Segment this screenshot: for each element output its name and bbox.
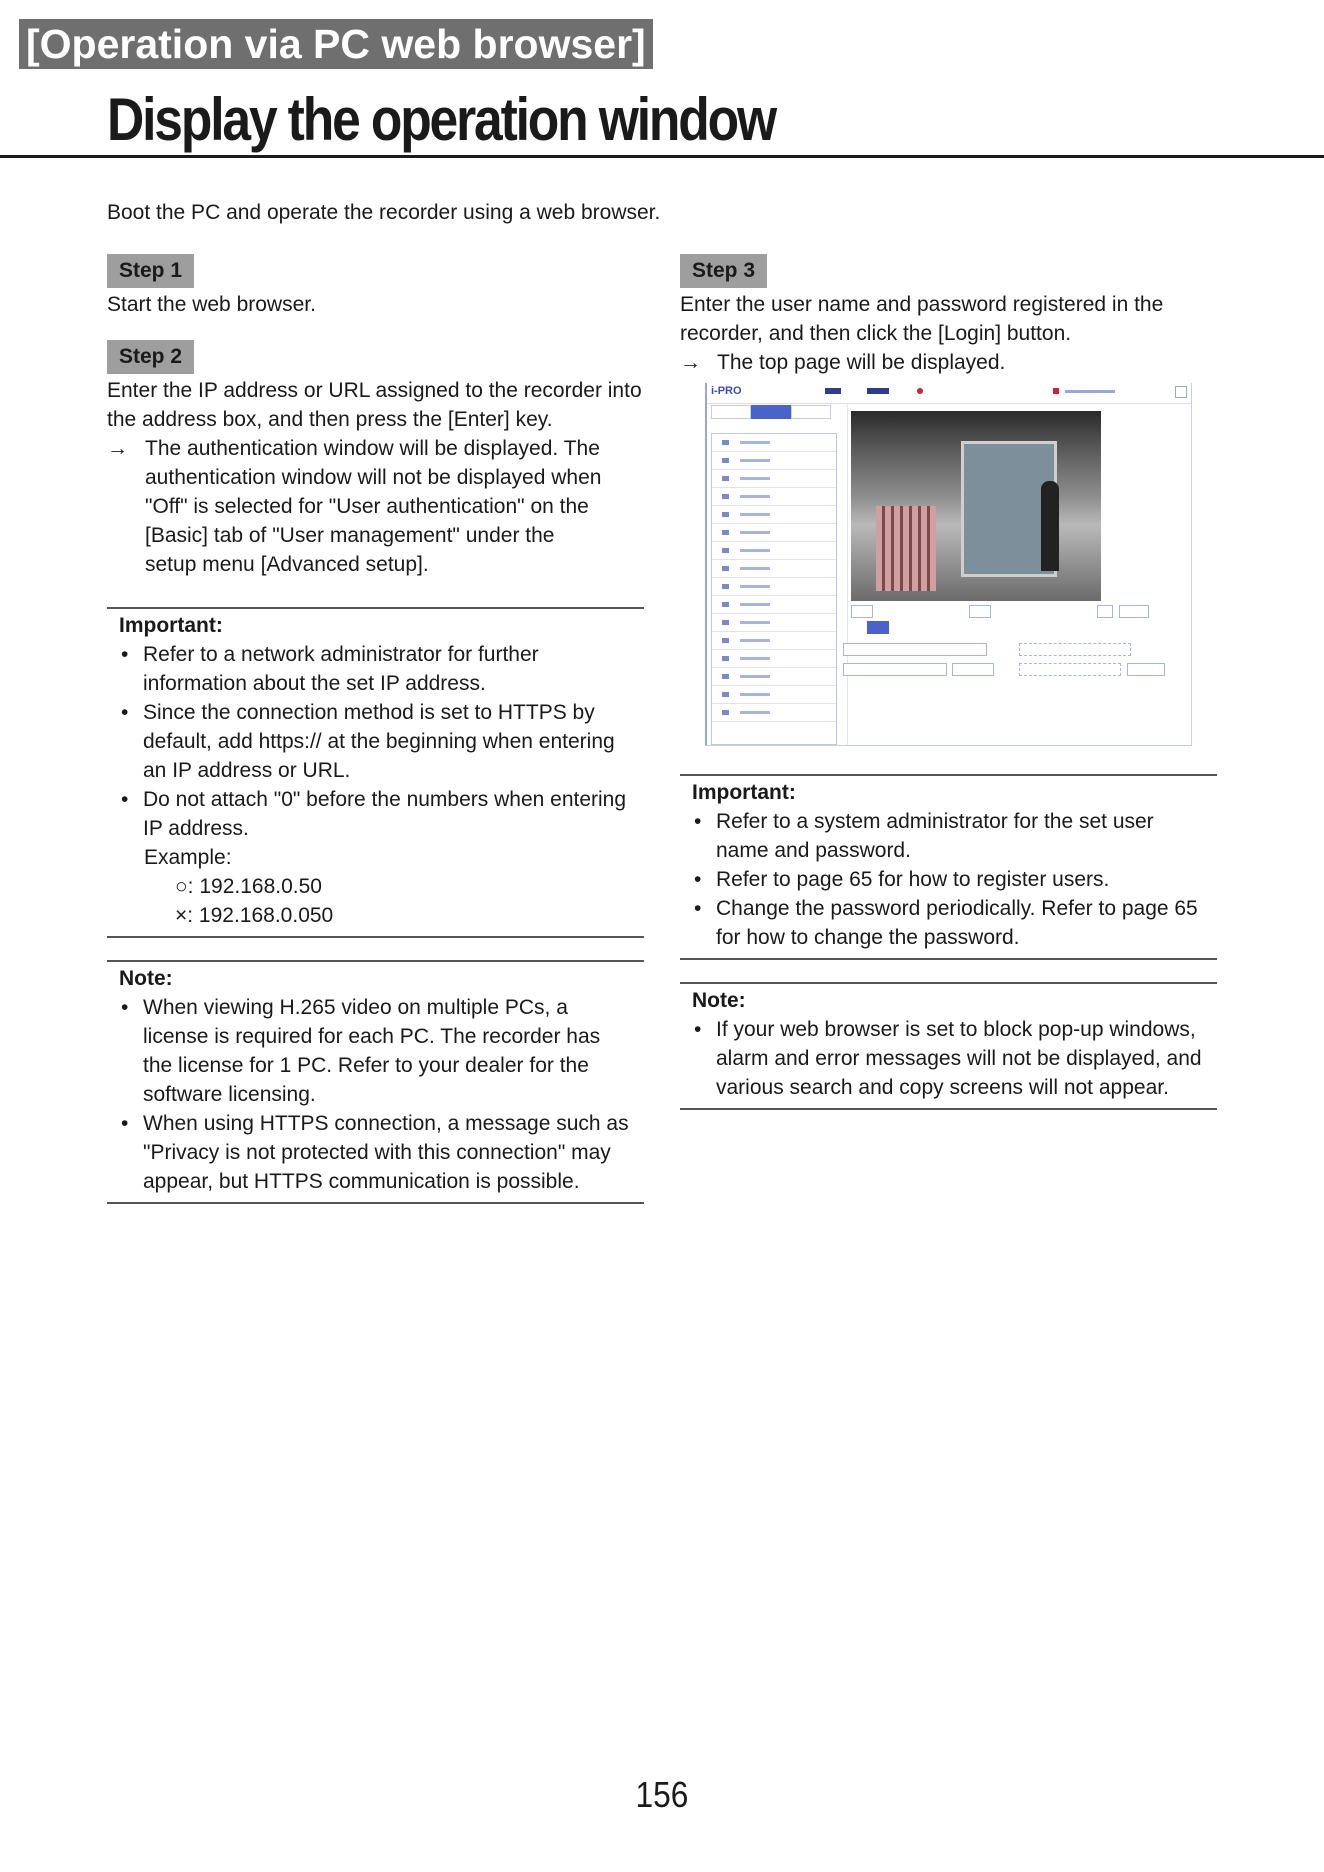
camera-row: [712, 632, 836, 650]
important-box-right: [680, 774, 1217, 960]
camera-icon: [722, 674, 729, 679]
section-tag: [Operation via PC web browser]: [19, 19, 653, 69]
alarm-icon: [1053, 388, 1059, 394]
camera-row: [712, 650, 836, 668]
step1-text: Start the web browser.: [107, 293, 316, 316]
list-item: [119, 698, 632, 785]
hdd-control: [867, 621, 889, 634]
camera-name-bar: [740, 567, 770, 570]
camera-name-bar: [740, 603, 770, 606]
list-item-text: Refer to page 65 for how to register users.: [716, 868, 1110, 891]
badge-icon: [867, 388, 889, 394]
date-search-control: [1019, 643, 1131, 656]
list-item: [119, 1109, 632, 1196]
download-control: [1097, 605, 1113, 618]
search-control: [1127, 663, 1165, 676]
camera-name-bar: [740, 477, 770, 480]
tab-icon: [711, 405, 751, 419]
camera-name-bar: [740, 693, 770, 696]
bullet-icon: •: [694, 810, 702, 833]
step2-result-line: authentication window will not be displayed when: [145, 466, 602, 489]
list-item-text: Since the connection method is set to HTTPS by default, add https:// at the beginning when entering an IP address or URL.: [143, 701, 615, 782]
list-item-text: Change the password periodically. Refer to page 65 for how to change the password.: [716, 897, 1198, 949]
camera-icon: [722, 620, 729, 625]
go-to-last-control: [952, 663, 994, 676]
step2-result-line: [Basic] tab of "User management" under the: [145, 524, 555, 547]
camera-row: [712, 614, 836, 632]
important-box-left: [107, 607, 644, 938]
example-incorrect: ×: 192.168.0.050: [175, 904, 334, 927]
camera-name-bar: [740, 531, 770, 534]
camera-row: [712, 668, 836, 686]
camera-icon: [722, 458, 729, 463]
step2-label: Step 2: [107, 340, 194, 374]
list-item: [692, 807, 1205, 865]
camera-name-bar: [740, 657, 770, 660]
bullet-icon: •: [121, 788, 129, 811]
example-label: Example:: [144, 846, 232, 869]
camera-icon: [722, 602, 729, 607]
step3-label: Step 3: [680, 254, 767, 288]
badge-icon: [825, 388, 841, 394]
camera-row: [712, 524, 836, 542]
camera-icon: [722, 638, 729, 643]
bullet-icon: •: [121, 1112, 129, 1135]
camera-video: [851, 411, 1101, 601]
step2-result-line: The authentication window will be displayed. The: [145, 437, 600, 460]
camera-name-bar: [740, 441, 770, 444]
list-item-text: When using HTTPS connection, a message such as "Privacy is not protected with this connection" may appear, but HTTPS communication is possible.: [143, 1112, 629, 1193]
end-control: [969, 605, 991, 618]
bullet-icon: •: [121, 701, 129, 724]
note-box-left: [107, 960, 644, 1204]
camera-name-bar: [740, 675, 770, 678]
list-item-text: When viewing H.265 video on multiple PCs, a license is required for each PC. The recorder has the license for 1 PC. Refer to your dealer for the software licensing.: [143, 996, 601, 1106]
time-search-control: [1019, 663, 1121, 676]
tab-icon: [751, 405, 791, 419]
camera-icon: [722, 692, 729, 697]
title-rule: [0, 155, 1324, 158]
camera-row: [712, 578, 836, 596]
arrow-icon: →: [107, 437, 128, 460]
camera-name-bar: [740, 549, 770, 552]
important-title: Important:: [119, 614, 223, 637]
camera-icon: [722, 566, 729, 571]
camera-name-bar: [740, 495, 770, 498]
camera-icon: [722, 512, 729, 517]
camera-icon: [722, 656, 729, 661]
camera-row: [712, 452, 836, 470]
camera-icon: [722, 494, 729, 499]
list-item-text: Refer to a network administrator for further information about the set IP address.: [143, 643, 539, 695]
arrow-icon: →: [680, 351, 701, 374]
rack-shape: [876, 506, 936, 591]
camera-row: [712, 686, 836, 704]
step3-result: [680, 348, 1217, 377]
rec-icon: [917, 388, 923, 394]
step2-text: Enter the IP address or URL assigned to the recorder into the address box, and then press the [Enter] key.: [107, 379, 642, 431]
camera-icon: [722, 440, 729, 445]
step2-result: [107, 434, 644, 579]
camera-row: [712, 506, 836, 524]
list-item: [692, 894, 1205, 952]
camera-row: [712, 470, 836, 488]
camera-name-bar: [740, 513, 770, 516]
camera-row: [712, 596, 836, 614]
camera-row: [712, 704, 836, 722]
list-item-text: If your web browser is set to block pop-up windows, alarm and error messages will not be displayed, and various search and copy screens will not appear.: [716, 1018, 1202, 1099]
step2-result-line: setup menu [Advanced setup].: [145, 553, 429, 576]
camera-icon: [722, 710, 729, 715]
step3-text: Enter the user name and password registered in the recorder, and then click the [Login] button.: [680, 293, 1164, 345]
bullet-icon: •: [694, 868, 702, 891]
camera-name-bar: [740, 459, 770, 462]
datetime-icon: [1065, 390, 1115, 393]
page-number: 156: [635, 1774, 689, 1815]
screenshot-tabs: [711, 405, 831, 417]
fullscreen-icon: [1175, 386, 1187, 398]
camera-icon: [722, 530, 729, 535]
bullet-icon: •: [694, 897, 702, 920]
step1-label: Step 1: [107, 254, 194, 288]
step2-result-text: [145, 434, 601, 579]
person-shape: [1041, 481, 1059, 571]
note-box-right: [680, 982, 1217, 1110]
bullet-icon: •: [694, 1018, 702, 1041]
camera-row: [712, 542, 836, 560]
playback-controls: [843, 663, 947, 676]
list-item-text: Refer to a system administrator for the set user name and password.: [716, 810, 1154, 862]
list-item: [119, 640, 632, 698]
important-title: Important:: [692, 781, 796, 804]
playback-controls: [843, 643, 987, 656]
logo-icon: i-PRO: [711, 385, 742, 397]
bullet-icon: •: [121, 996, 129, 1019]
step3-result-text: The top page will be displayed.: [717, 351, 1006, 374]
list-item-text: Do not attach "0" before the numbers when entering IP address.: [143, 788, 627, 840]
camera-row: [712, 488, 836, 506]
list-item: [119, 785, 632, 843]
camera-icon: [722, 584, 729, 589]
divider: [847, 403, 848, 745]
note-title: Note:: [692, 989, 746, 1012]
step2-result-line: "Off" is selected for "User authentication" on the: [145, 495, 589, 518]
camera-row: [712, 434, 836, 452]
camera-name-bar: [740, 639, 770, 642]
camera-name-bar: [740, 585, 770, 588]
screenshot-topbar: [707, 383, 1191, 404]
camera-row: [712, 560, 836, 578]
recorder-screenshot: [705, 383, 1192, 746]
camera-icon: [722, 476, 729, 481]
bullet-icon: •: [121, 643, 129, 666]
right-column: [680, 254, 1217, 1110]
list-item: [692, 1015, 1205, 1102]
example-correct: ○: 192.168.0.50: [175, 875, 322, 898]
camera-name-bar: [740, 711, 770, 714]
left-column: [107, 254, 644, 1204]
camera-name-bar: [740, 621, 770, 624]
list-item: [692, 865, 1205, 894]
camera-list: [711, 433, 837, 745]
tab-icon: [791, 405, 831, 419]
viewer-control: [1119, 605, 1149, 618]
intro-text: Boot the PC and operate the recorder using a web browser.: [107, 201, 661, 224]
note-title: Note:: [119, 967, 173, 990]
page-title: Display the operation window: [107, 86, 776, 153]
start-control: [851, 605, 873, 618]
list-item: [119, 993, 632, 1109]
camera-icon: [722, 548, 729, 553]
